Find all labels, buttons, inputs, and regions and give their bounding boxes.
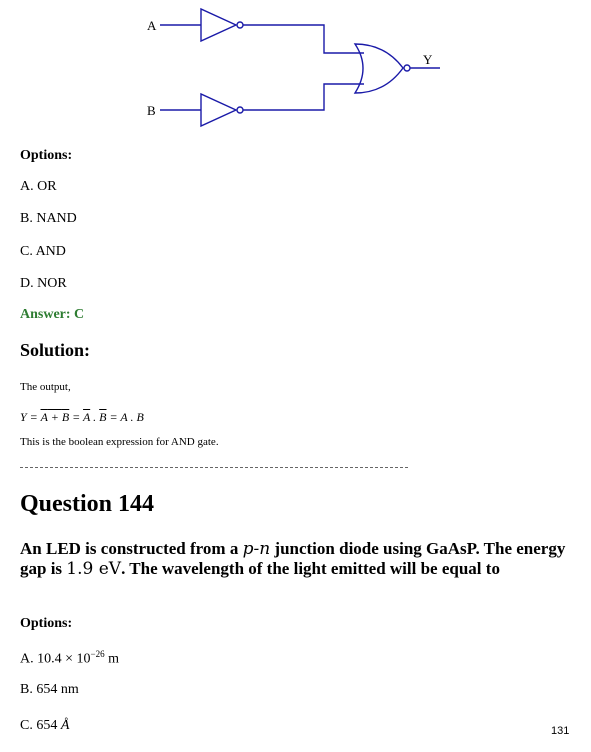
eq-a-bar: A bbox=[40, 410, 48, 424]
option-a-unit: m bbox=[104, 651, 119, 667]
not-bubble-a bbox=[237, 22, 243, 28]
eq-lhs: Y = bbox=[20, 410, 38, 424]
input-a-label: A bbox=[147, 18, 157, 33]
eq-equals-1: = bbox=[69, 410, 84, 424]
question-pn: p-n bbox=[242, 539, 271, 559]
option-b: B. 654 nm bbox=[20, 682, 79, 697]
nor-bubble bbox=[404, 65, 410, 71]
solution-output-text: The output, bbox=[20, 381, 71, 393]
prev-option-c: C. AND bbox=[20, 244, 66, 259]
eq-b-double-bar: $\overline{B}$ bbox=[99, 410, 107, 424]
section-divider bbox=[20, 467, 408, 468]
option-c-unit: Å bbox=[60, 718, 70, 733]
option-c bbox=[20, 718, 69, 734]
question-text bbox=[20, 539, 570, 579]
solution-heading: Solution: bbox=[20, 340, 91, 360]
question-title: Question 144 bbox=[20, 491, 155, 517]
prev-answer: Answer: C bbox=[20, 307, 85, 322]
question-text-2: junction diode using GaAsP. The energy gap is bbox=[20, 539, 566, 578]
prev-option-b: B. NAND bbox=[20, 211, 77, 226]
eq-rhs: = A . B bbox=[106, 410, 144, 424]
eq-dot: . bbox=[90, 410, 100, 424]
not-bubble-b bbox=[237, 107, 243, 113]
prev-option-a: A. OR bbox=[20, 179, 57, 194]
eq-plus: + bbox=[47, 410, 62, 424]
input-b-label: B bbox=[147, 103, 156, 118]
boolean-equation bbox=[20, 410, 144, 425]
option-a-prefix: A. 10.4 × 10 bbox=[20, 651, 91, 667]
prev-option-d: D. NOR bbox=[20, 276, 67, 291]
option-a bbox=[20, 649, 119, 668]
eq-a-double-bar: $\overline{A}$ bbox=[83, 410, 91, 424]
output-y-label: Y bbox=[423, 52, 433, 67]
circuit-wires bbox=[160, 9, 440, 126]
solution-explanation: This is the boolean expression for AND gate. bbox=[20, 436, 219, 448]
option-a-exponent: −26 bbox=[90, 649, 105, 659]
page-number: 131 bbox=[551, 725, 570, 737]
option-c-prefix: C. 654 bbox=[20, 718, 61, 733]
nor-gate bbox=[355, 44, 403, 93]
question-text-3: . The wavelength of the light emitted will be equal to bbox=[121, 559, 500, 578]
eq-b-bar: B bbox=[61, 410, 70, 424]
not-gate-b bbox=[201, 94, 236, 126]
question-text-1: An LED is constructed from a bbox=[20, 539, 243, 558]
eq-sum-overbar bbox=[41, 410, 70, 424]
logic-gate-circuit bbox=[0, 0, 591, 140]
options-label: Options: bbox=[20, 616, 73, 631]
not-gate-a bbox=[201, 9, 236, 41]
question-energy-gap: 1.9 eV bbox=[66, 559, 122, 579]
prev-options-label: Options: bbox=[20, 148, 73, 163]
